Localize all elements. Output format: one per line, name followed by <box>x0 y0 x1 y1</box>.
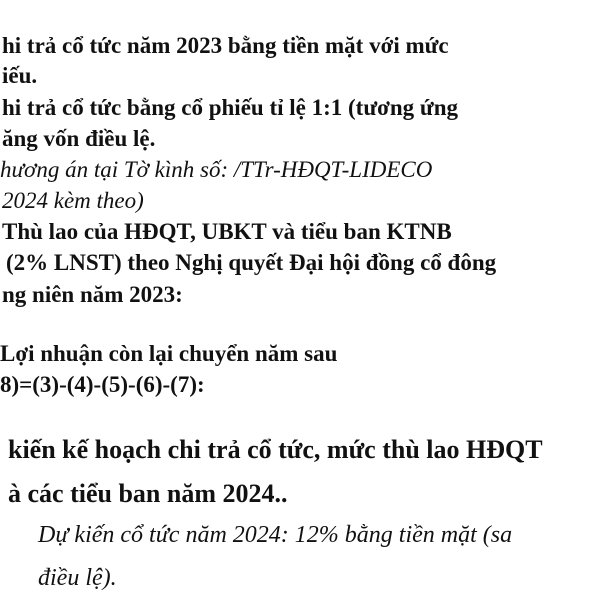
text-line: hi trả cổ tức năm 2023 bằng tiền mặt với mức <box>2 33 449 58</box>
text-line: kiến kế hoạch chi trả cổ tức, mức thù lao HĐQT <box>8 435 543 464</box>
text-line: điều lệ). <box>38 565 117 591</box>
text-line: hương án tại Tờ kình số: /TTr-HĐQT-LIDECO <box>0 157 433 182</box>
text-line: (2% LNST) theo Nghị quyết Đại hội đồng cổ đông <box>6 250 497 275</box>
text-line: à các tiểu ban năm 2024.. <box>8 479 288 508</box>
text-line: Thù lao của HĐQT, UBKT và tiểu ban KTNB <box>2 219 452 244</box>
text-line: ng niên năm 2023: <box>2 282 183 307</box>
text-line: 8)=(3)-(4)-(5)-(6)-(7): <box>0 372 205 397</box>
text-line: Lợi nhuận còn lại chuyển năm sau <box>0 341 338 366</box>
text-line: iếu. <box>2 63 38 88</box>
text-line: Dự kiến cổ tức năm 2024: 12% bằng tiền mặt (sa <box>38 522 513 548</box>
text-line: hi trả cổ tức bằng cổ phiếu tỉ lệ 1:1 (tương ứng <box>2 95 458 120</box>
text-line: 2024 kèm theo) <box>2 188 144 213</box>
text-line: ăng vốn điều lệ. <box>2 126 156 151</box>
